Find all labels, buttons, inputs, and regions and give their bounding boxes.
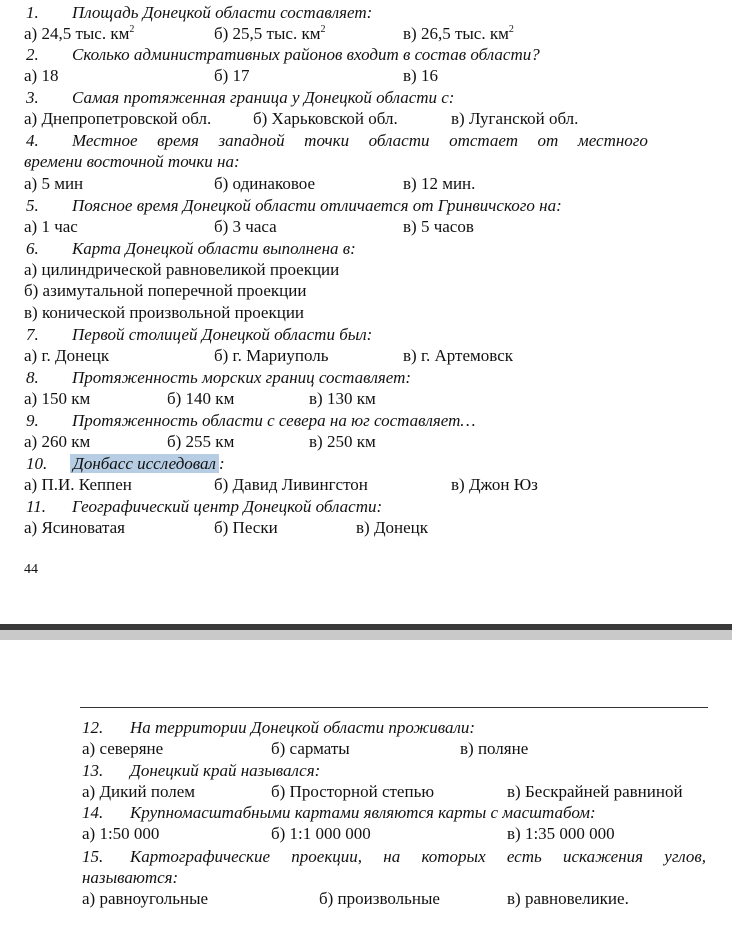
question-text: Картографические проекции, на которых есть искажения углов,: [130, 847, 706, 866]
answer-option: а) северяне: [82, 739, 164, 758]
question-text: Площадь Донецкой области составляет:: [72, 3, 373, 22]
question-text[interactable]: Донбасс исследовал :: [70, 453, 225, 475]
answer-option: б) 255 км: [167, 432, 235, 451]
answer-option: б) произвольные: [319, 889, 440, 908]
question-15: [0, 846, 732, 868]
answer-option: в) 250 км: [309, 432, 376, 451]
question-text: Самая протяженная граница у Донецкой области с:: [72, 88, 455, 107]
answer-option: а) 1:50 000: [82, 824, 160, 843]
answer-option: а) равноугольные: [82, 889, 209, 908]
answer-option: б) сарматы: [271, 739, 350, 758]
question-text: Местное время западной точки области отстает от местного: [72, 131, 648, 150]
question-number: 6.: [26, 239, 39, 258]
answer-option: в) Бескрайней равниной: [507, 782, 683, 801]
answer-option: б) 25,5 тыс. $км^2$: [214, 24, 326, 43]
question-text: Протяженность морских границ составляет:: [72, 368, 412, 387]
question-text: Донецкий край назывался:: [130, 761, 321, 780]
answer-option: б) Пески: [214, 518, 278, 537]
question-text: Карта Донецкой области выполнена в:: [72, 239, 356, 258]
answer-option: б) Харьковской обл.: [253, 109, 398, 128]
question-text: Первой столицей Донецкой области был:: [72, 325, 373, 344]
question-text: времени восточной точки на:: [24, 152, 240, 171]
answer-option: б) азимутальной поперечной проекции: [24, 281, 307, 300]
answer-option: б) 17: [214, 66, 250, 85]
question-number: 3.: [26, 88, 39, 107]
answer-option: а) 260 км: [24, 432, 91, 451]
answer-option: б) г. Мариуполь: [214, 346, 329, 365]
answer-option: а) 5 мин: [24, 174, 84, 193]
answer-option: в) 16: [403, 66, 438, 85]
answer-option: а) Дикий полем: [82, 782, 196, 801]
question-number: 15.: [82, 847, 104, 866]
answer-option: б) 140 км: [167, 389, 235, 408]
question-text: Сколько административных районов входит в состав области?: [72, 45, 540, 64]
answer-option: в) конической произвольной проекции: [24, 303, 305, 322]
page-number: 44: [24, 562, 38, 577]
answer-option: а) 18: [24, 66, 59, 85]
answer-option: а) г. Донецк: [24, 346, 110, 365]
answer-option: а) 24,5 тыс. $км^2$: [24, 24, 135, 43]
answer-option: а) 1 час: [24, 217, 78, 236]
answer-option: б) Просторной степью: [271, 782, 435, 801]
question-number: 5.: [26, 196, 39, 215]
answer-option: в) Луганской обл.: [451, 109, 579, 128]
page-gap: [0, 630, 732, 640]
answer-option: б) 3 часа: [214, 217, 277, 236]
question-number: 8.: [26, 368, 39, 387]
question-number: 14.: [82, 803, 104, 822]
answer-option: в) 12 мин.: [403, 174, 476, 193]
question-number: 11.: [26, 497, 46, 516]
question-number: 7.: [26, 325, 39, 344]
answer-option: в) 26,5 тыс. $км^2$: [403, 24, 514, 43]
answer-option: в) Джон Юз: [451, 475, 538, 494]
answer-option: б) 1:1 000 000: [271, 824, 371, 843]
selected-text-highlight[interactable]: Донбасс исследовал: [70, 454, 219, 473]
answer-option: в) 130 км: [309, 389, 376, 408]
answer-option: а) Ясиноватая: [24, 518, 125, 537]
question-text: На территории Донецкой области проживали:: [130, 718, 476, 737]
question-text: Протяженность области с севера на юг составляет…: [72, 411, 476, 430]
question-number: 4.: [26, 131, 39, 150]
answer-option: в) Донецк: [356, 518, 429, 537]
answer-option: в) поляне: [460, 739, 529, 758]
header-rule: [80, 707, 708, 708]
answer-option: а) цилиндрической равновеликой проекции: [24, 260, 340, 279]
question-number: 1.: [26, 3, 39, 22]
answer-option: в) 5 часов: [403, 217, 474, 236]
question-number: 12.: [82, 718, 104, 737]
answer-option: б) Давид Ливингстон: [214, 475, 368, 494]
answer-option: б) одинаковое: [214, 174, 316, 193]
question-text: Крупномасштабными картами являются карты с масштабом:: [130, 803, 596, 822]
answer-option: в) 1:35 000 000: [507, 824, 615, 843]
question-text: называются:: [82, 868, 179, 887]
question-4: [0, 130, 732, 152]
question-number: 13.: [82, 761, 104, 780]
question-number: 2.: [26, 45, 39, 64]
answer-option: а) П.И. Кеппен: [24, 475, 132, 494]
question-text: Географический центр Донецкой области:: [72, 497, 383, 516]
answer-option: а) 150 км: [24, 389, 91, 408]
question-text: Поясное время Донецкой области отличается от Гринвичского на:: [72, 196, 562, 215]
question-number: 9.: [26, 411, 39, 430]
answer-option: в) равновеликие.: [507, 889, 629, 908]
answer-option: в) г. Артемовск: [403, 346, 514, 365]
question-number: 10.: [26, 454, 48, 473]
answer-option: а) Днепропетровской обл.: [24, 109, 212, 128]
